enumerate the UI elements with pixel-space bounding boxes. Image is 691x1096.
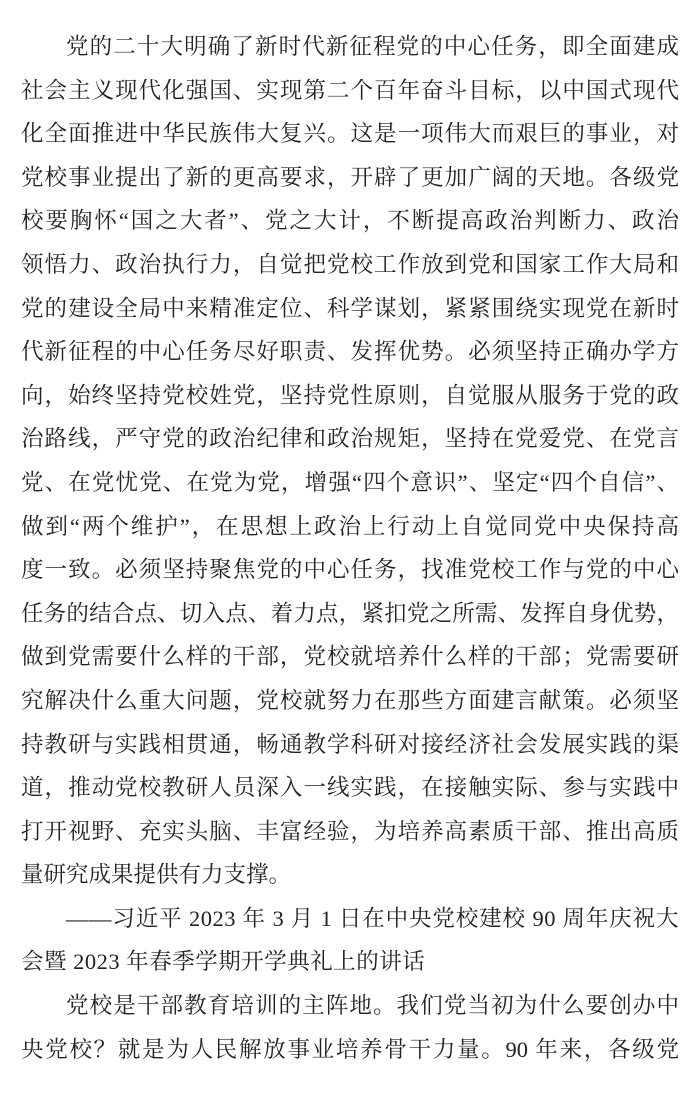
text-line: 持教研与实践相贯通，畅通教学科研对接经济社会发展实践的渠 <box>21 731 679 757</box>
text-line: 校要胸怀“国之大者”、党之大计，不断提高政治判断力、政治 <box>21 208 679 234</box>
attribution-paragraph <box>21 897 679 984</box>
text-line: 量研究成果提供有力支撑。 <box>21 862 292 888</box>
text-line: 做到“两个维护”，在思想上政治上行动上自觉同党中央保持高 <box>21 513 679 539</box>
text-line: 任务的结合点、切入点、着力点，紧扣党之所需、发挥自身优势， <box>21 600 679 626</box>
text-line: 党的建设全局中来精准定位、科学谋划，紧紧围绕实现党在新时 <box>21 295 679 321</box>
text-line: 究解决什么重大问题，党校就努力在那些方面建言献策。必须坚 <box>21 687 679 713</box>
text-line: 代新征程的中心任务尽好职责、发挥优势。必须坚持正确办学方 <box>21 339 679 365</box>
text-line: 化全面推进中华民族伟大复兴。这是一项伟大而艰巨的事业，对 <box>21 121 679 147</box>
body-paragraph-second <box>21 984 679 1071</box>
text-line: 社会主义现代化强国、实现第二个百年奋斗目标，以中国式现代 <box>21 77 679 103</box>
text-line: 度一致。必须坚持聚焦党的中心任务，找准党校工作与党的中心 <box>21 557 679 583</box>
text-line: 党、在党忧党、在党为党，增强“四个意识”、坚定“四个自信”、 <box>21 469 679 495</box>
text-line: 道，推动党校教研人员深入一线实践，在接触实际、参与实践中 <box>21 775 679 801</box>
text-line: 打开视野、充实头脑、丰富经验，为培养高素质干部、推出高质 <box>21 818 679 844</box>
text-line: 央党校？就是为人民解放事业培养骨干力量。90 年来，各级党 <box>21 1036 679 1062</box>
text-line: 向，始终坚持党校姓党，坚持党性原则，自觉服从服务于党的政 <box>21 382 679 408</box>
text-line: ——习近平 2023 年 3 月 1 日在中央党校建校 90 周年庆祝大 <box>66 905 679 931</box>
body-paragraph-main <box>21 25 679 897</box>
text-line: 党的二十大明确了新时代新征程党的中心任务，即全面建成 <box>66 34 679 59</box>
text-line: 做到党需要什么样的干部，党校就培养什么样的干部；党需要研 <box>21 644 679 670</box>
text-line: 领悟力、政治执行力，自觉把党校工作放到党和国家工作大局和 <box>21 251 679 277</box>
text-line: 治路线，严守党的政治纪律和政治规矩，坚持在党爱党、在党言 <box>21 426 679 452</box>
text-line: 党校事业提出了新的更高要求，开辟了更加广阔的天地。各级党 <box>21 164 679 190</box>
text-line: 党校是干部教育培训的主阵地。我们党当初为什么要创办中 <box>66 993 679 1019</box>
text-line: 会暨 2023 年春季学期开学典礼上的讲话 <box>21 949 426 975</box>
